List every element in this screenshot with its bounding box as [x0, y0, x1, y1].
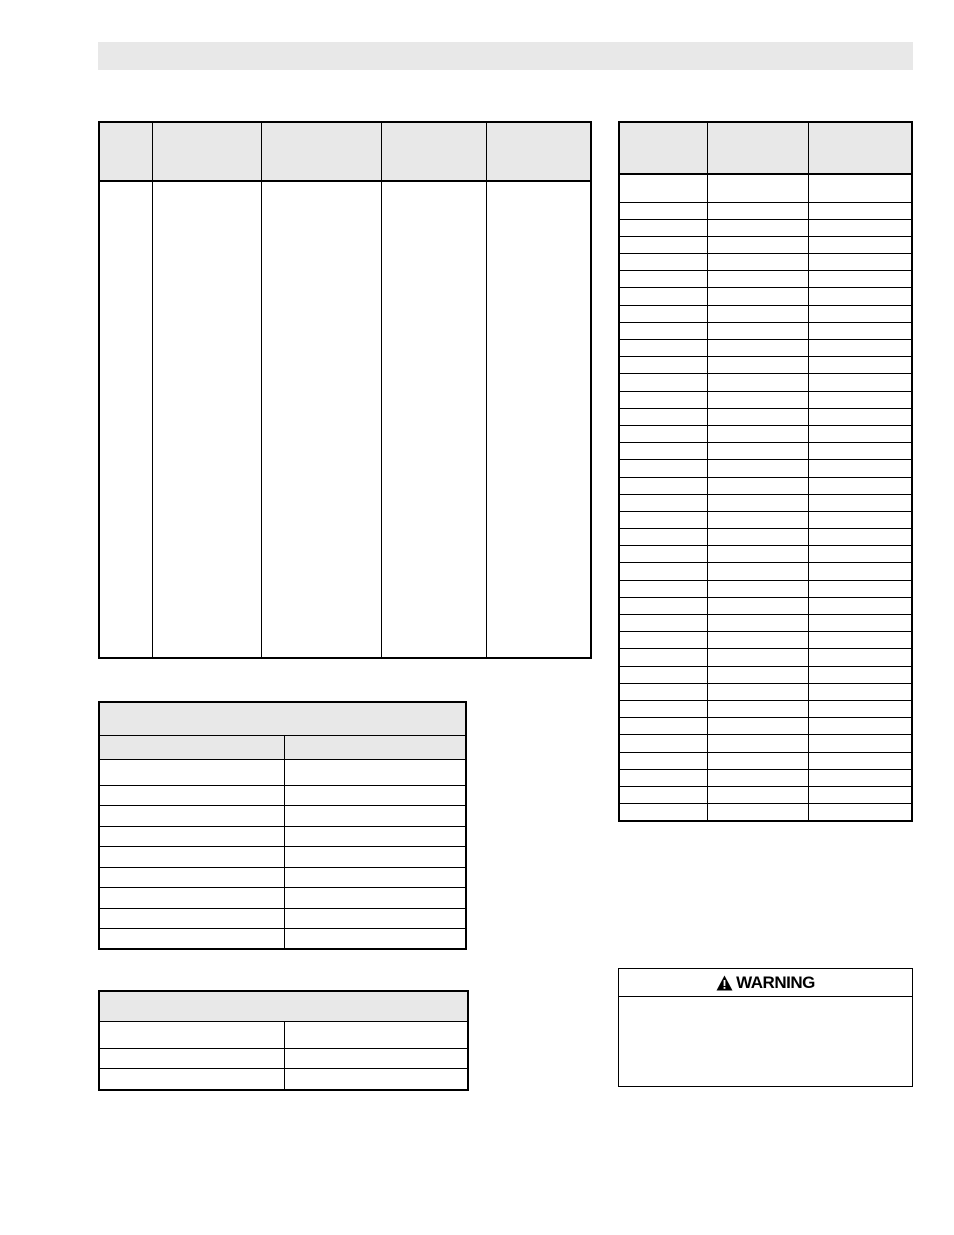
bottom-table-title-row [99, 991, 468, 1021]
right-table-cell [707, 700, 808, 717]
right-table-cell [619, 700, 707, 717]
bottom-table-cell [284, 1021, 468, 1048]
bottom-table-row [99, 1068, 468, 1090]
main-table-header-cell [381, 122, 486, 181]
right-table-cell [808, 683, 912, 700]
right-table-cell [619, 718, 707, 735]
middle-table-cell [99, 759, 284, 785]
right-table-cell [808, 494, 912, 511]
bottom-table-row [99, 1048, 468, 1068]
right-table-cell [808, 340, 912, 357]
right-table-cell [808, 752, 912, 769]
right-table-cell [707, 632, 808, 649]
bottom-table-cell [99, 1021, 284, 1048]
right-table-row [619, 305, 912, 322]
right-table-cell [619, 494, 707, 511]
right-table-cell [707, 597, 808, 614]
middle-table-cell [99, 929, 284, 950]
right-table-cell [808, 632, 912, 649]
right-table-cell [707, 580, 808, 597]
right-table-cell [808, 391, 912, 408]
right-table-cell [707, 494, 808, 511]
middle-table-row [99, 929, 466, 950]
right-table-cell [619, 632, 707, 649]
middle-table-row [99, 888, 466, 909]
right-table-cell [619, 202, 707, 219]
right-table-cell [619, 563, 707, 580]
bottom-table-row [99, 1021, 468, 1048]
bottom-table-cell [99, 1048, 284, 1068]
right-table-cell [808, 529, 912, 546]
right-table-cell [619, 735, 707, 752]
bottom-table-title-cell [99, 991, 468, 1021]
middle-table-row [99, 785, 466, 806]
right-table-cell [619, 236, 707, 253]
right-table-cell [808, 511, 912, 528]
bottom-table [98, 990, 469, 1091]
right-table-cell [707, 254, 808, 271]
main-table-cell [486, 181, 591, 658]
right-table-cell [808, 219, 912, 236]
right-table-cell [707, 786, 808, 803]
warning-label: WARNING [736, 972, 815, 992]
main-table-cell [99, 181, 152, 658]
right-table-cell [619, 529, 707, 546]
right-table-row [619, 357, 912, 374]
right-table-cell [619, 786, 707, 803]
middle-table-row [99, 826, 466, 847]
right-table-cell [619, 804, 707, 821]
right-table-row [619, 236, 912, 253]
right-table-cell [619, 271, 707, 288]
right-table-cell [707, 649, 808, 666]
right-table-row [619, 288, 912, 305]
right-table-row [619, 597, 912, 614]
right-table-header-cell [619, 122, 707, 174]
bottom-table-cell [284, 1068, 468, 1090]
right-table-row [619, 477, 912, 494]
right-table-cell [808, 443, 912, 460]
right-table-row [619, 683, 912, 700]
right-table-cell [707, 271, 808, 288]
right-table-row [619, 374, 912, 391]
middle-table-cell [99, 867, 284, 888]
right-table-cell [707, 374, 808, 391]
right-table-cell [619, 511, 707, 528]
right-table-row [619, 254, 912, 271]
right-table-cell [619, 408, 707, 425]
right-table-cell [707, 357, 808, 374]
page-header-bar [98, 42, 913, 70]
right-table-row [619, 425, 912, 442]
right-table-cell [808, 305, 912, 322]
right-table-cell [707, 340, 808, 357]
main-table-header-row [99, 122, 591, 181]
right-table-cell [808, 597, 912, 614]
right-table-cell [808, 666, 912, 683]
right-table-row [619, 460, 912, 477]
middle-table-cell [284, 908, 466, 929]
right-table-cell [619, 460, 707, 477]
middle-table-row [99, 908, 466, 929]
middle-table [98, 701, 467, 950]
right-table-row [619, 649, 912, 666]
right-table-cell [707, 769, 808, 786]
middle-table-cell [284, 806, 466, 827]
right-table-row [619, 340, 912, 357]
right-table-row [619, 615, 912, 632]
right-table-cell [707, 305, 808, 322]
middle-table-cell [99, 847, 284, 868]
right-table-cell [707, 546, 808, 563]
middle-table-cell [99, 888, 284, 909]
right-table-cell [619, 443, 707, 460]
middle-table-cell [284, 888, 466, 909]
middle-table-cell [284, 785, 466, 806]
right-table-cell [808, 718, 912, 735]
right-table-cell [619, 254, 707, 271]
right-table-cell [619, 477, 707, 494]
right-table-cell [707, 752, 808, 769]
right-table-cell [808, 649, 912, 666]
right-table-row [619, 494, 912, 511]
right-table-cell [619, 357, 707, 374]
warning-header [619, 969, 912, 997]
right-table-cell [808, 288, 912, 305]
main-table-header-cell [152, 122, 261, 181]
right-table-row [619, 735, 912, 752]
right-table-cell [808, 202, 912, 219]
right-table-cell [707, 563, 808, 580]
right-table-row [619, 769, 912, 786]
right-table-row [619, 666, 912, 683]
warning-box [618, 968, 913, 1087]
right-table-row [619, 752, 912, 769]
main-table-header-cell [486, 122, 591, 181]
right-table-cell [619, 683, 707, 700]
middle-table-row [99, 806, 466, 827]
right-table-row [619, 271, 912, 288]
right-table-cell [619, 580, 707, 597]
right-table-cell [707, 391, 808, 408]
right-table-cell [707, 460, 808, 477]
right-table-cell [619, 769, 707, 786]
right-table-row [619, 804, 912, 821]
right-table-cell [707, 236, 808, 253]
main-table-body-row [99, 181, 591, 658]
right-table-cell [707, 408, 808, 425]
right-table-row [619, 391, 912, 408]
right-table-cell [707, 443, 808, 460]
right-table-cell [707, 288, 808, 305]
right-table-row [619, 786, 912, 803]
right-table-row [619, 700, 912, 717]
right-table-row [619, 511, 912, 528]
right-table-row [619, 529, 912, 546]
right-table-cell [707, 322, 808, 339]
right-table-row [619, 632, 912, 649]
middle-table-cell [284, 847, 466, 868]
right-table-cell [707, 219, 808, 236]
middle-table-cell [284, 929, 466, 950]
right-table-cell [808, 322, 912, 339]
right-table-cell [707, 735, 808, 752]
main-table-cell [261, 181, 381, 658]
right-table-cell [808, 700, 912, 717]
middle-table-cell [99, 785, 284, 806]
middle-table-row [99, 759, 466, 785]
middle-table-cell [99, 826, 284, 847]
right-table-cell [707, 425, 808, 442]
right-table-cell [808, 546, 912, 563]
right-table-row [619, 563, 912, 580]
right-table-cell [808, 735, 912, 752]
right-table-cell [808, 374, 912, 391]
right-table-cell [808, 580, 912, 597]
right-table-cell [808, 236, 912, 253]
right-table-row [619, 408, 912, 425]
bottom-table-cell [99, 1068, 284, 1090]
middle-table-cell [99, 806, 284, 827]
main-table [98, 121, 592, 659]
right-table-cell [707, 477, 808, 494]
right-table-cell [808, 615, 912, 632]
middle-table-header-cell [284, 735, 466, 759]
right-table-row [619, 202, 912, 219]
right-table-row [619, 174, 912, 202]
right-table-cell [707, 615, 808, 632]
right-table-cell [707, 683, 808, 700]
right-table-cell [619, 288, 707, 305]
right-table-cell [619, 374, 707, 391]
right-table-header-cell [808, 122, 912, 174]
right-table-cell [808, 460, 912, 477]
right-table-row [619, 443, 912, 460]
main-table-cell [381, 181, 486, 658]
right-table-cell [707, 666, 808, 683]
right-table-cell [619, 391, 707, 408]
right-table-cell [707, 804, 808, 821]
main-table-header-cell [99, 122, 152, 181]
right-table-cell [619, 340, 707, 357]
middle-table-row [99, 867, 466, 888]
right-table-cell [619, 305, 707, 322]
right-table-row [619, 219, 912, 236]
right-table-header-cell [707, 122, 808, 174]
right-table-cell [808, 477, 912, 494]
right-table-cell [707, 529, 808, 546]
right-table-cell [808, 425, 912, 442]
middle-table-title-row [99, 702, 466, 735]
right-table [618, 121, 913, 822]
right-table-cell [808, 271, 912, 288]
right-table-cell [707, 174, 808, 202]
right-table-row [619, 580, 912, 597]
bottom-table-cell [284, 1048, 468, 1068]
right-table-row [619, 322, 912, 339]
right-table-cell [808, 357, 912, 374]
right-table-cell [619, 322, 707, 339]
middle-table-title-cell [99, 702, 466, 735]
right-table-cell [808, 174, 912, 202]
right-table-cell [619, 597, 707, 614]
right-table-cell [808, 408, 912, 425]
middle-table-row [99, 847, 466, 868]
right-table-cell [707, 511, 808, 528]
middle-table-cell [284, 867, 466, 888]
right-table-cell [808, 786, 912, 803]
right-table-cell [808, 563, 912, 580]
right-table-cell [619, 752, 707, 769]
warning-triangle-icon [716, 975, 733, 991]
right-table-cell [619, 425, 707, 442]
middle-table-header-cell [99, 735, 284, 759]
right-table-cell [808, 804, 912, 821]
right-table-row [619, 546, 912, 563]
main-table-header-cell [261, 122, 381, 181]
middle-table-cell [99, 908, 284, 929]
middle-table-cell [284, 826, 466, 847]
right-table-row [619, 718, 912, 735]
right-table-cell [619, 666, 707, 683]
main-table-cell [152, 181, 261, 658]
right-table-cell [808, 254, 912, 271]
right-table-cell [619, 546, 707, 563]
right-table-cell [619, 615, 707, 632]
right-table-cell [619, 649, 707, 666]
right-table-cell [707, 202, 808, 219]
right-table-header-row [619, 122, 912, 174]
middle-table-header-row [99, 735, 466, 759]
right-table-cell [619, 174, 707, 202]
middle-table-cell [284, 759, 466, 785]
right-table-cell [619, 219, 707, 236]
right-table-cell [707, 718, 808, 735]
right-table-cell [808, 769, 912, 786]
